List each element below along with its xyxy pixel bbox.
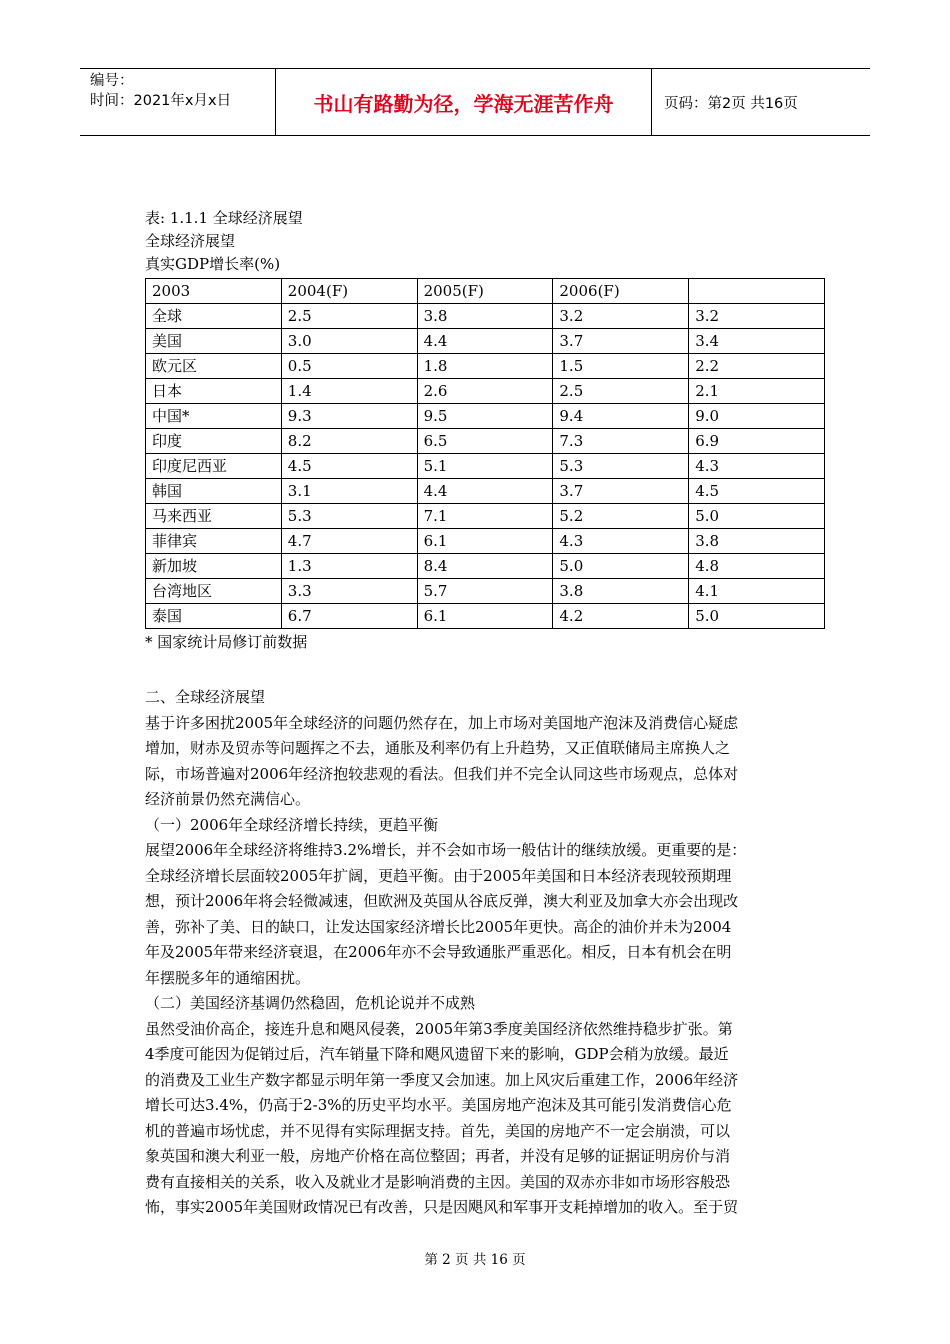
table-region-cell: 菲律宾 <box>146 529 282 554</box>
table-value-cell: 5.1 <box>417 454 553 479</box>
table-header-row <box>146 279 825 304</box>
table-value-cell: 3.8 <box>689 529 825 554</box>
table-region-cell: 印度 <box>146 429 282 454</box>
table-value-cell: 3.8 <box>417 304 553 329</box>
header-motto: 书山有路勤为径，学海无涯苦作舟 <box>276 69 652 135</box>
paragraph-line: 全球经济增长层面较2005年扩阔，更趋平衡。由于2005年美国和日本经济表现较预期理 <box>145 866 732 885</box>
header-page-number: 页码：第2页 共16页 <box>664 95 798 112</box>
page-footer: 第 2 页 共 16 页 <box>424 1252 526 1268</box>
table-value-cell: 7.1 <box>417 504 553 529</box>
subsection-heading-1: （一）2006年全球经济增长持续，更趋平衡 <box>145 815 439 834</box>
table-value-cell: 3.2 <box>689 304 825 329</box>
table-value-cell: 4.5 <box>689 479 825 504</box>
section-spacer <box>145 655 825 685</box>
table-value-cell: 2.5 <box>281 304 417 329</box>
table-footnote: * 国家统计局修订前数据 <box>145 633 308 651</box>
paragraph-global-growth <box>145 838 825 991</box>
section-heading: 二、全球经济展望 <box>145 688 266 706</box>
table-value-cell: 6.1 <box>417 604 553 629</box>
table-value-cell: 8.4 <box>417 554 553 579</box>
table-value-cell: 2.6 <box>417 379 553 404</box>
paragraph-line: 善，弥补了美、日的缺口，让发达国家经济增长比2005年更快。高企的油价并未为2004 <box>145 917 732 936</box>
paragraph-line: 增长可达3.4%，仍高于2-3%的历史平均水平。美国房地产泡沫及其可能引发消费信心危 <box>145 1096 732 1114</box>
table-row <box>146 579 825 604</box>
table-value-cell: 6.9 <box>689 429 825 454</box>
table-value-cell: 1.8 <box>417 354 553 379</box>
table-region-cell: 新加坡 <box>146 554 282 579</box>
table-value-cell: 9.0 <box>689 404 825 429</box>
table-value-cell: 3.8 <box>553 579 689 604</box>
table-header-cell <box>689 279 825 304</box>
table-value-cell: 6.7 <box>281 604 417 629</box>
paragraph-line: 虽然受油价高企，接连升息和飓风侵袭，2005年第3季度美国经济依然维持稳步扩张。第 <box>145 1019 733 1038</box>
table-value-cell: 2.1 <box>689 379 825 404</box>
table-region-cell: 韩国 <box>146 479 282 504</box>
gdp-growth-table <box>145 278 825 629</box>
table-unit-label: 真实GDP增长率(%) <box>145 255 281 273</box>
table-region-cell: 全球 <box>146 304 282 329</box>
table-value-cell: 5.3 <box>281 504 417 529</box>
table-value-cell: 7.3 <box>553 429 689 454</box>
table-value-cell: 4.1 <box>689 579 825 604</box>
table-value-cell: 3.7 <box>553 479 689 504</box>
table-region-cell: 泰国 <box>146 604 282 629</box>
table-row <box>146 379 825 404</box>
table-value-cell: 3.3 <box>281 579 417 604</box>
table-row <box>146 529 825 554</box>
table-value-cell: 1.4 <box>281 379 417 404</box>
table-row <box>146 329 825 354</box>
table-row <box>146 604 825 629</box>
table-value-cell: 8.2 <box>281 429 417 454</box>
table-header-cell: 2005(F) <box>417 279 553 304</box>
table-value-cell: 3.2 <box>553 304 689 329</box>
table-region-cell: 日本 <box>146 379 282 404</box>
page-header <box>80 68 870 136</box>
table-row <box>146 404 825 429</box>
table-value-cell: 3.0 <box>281 329 417 354</box>
table-value-cell: 4.4 <box>417 479 553 504</box>
table-row <box>146 454 825 479</box>
table-value-cell: 5.0 <box>553 554 689 579</box>
table-row <box>146 429 825 454</box>
paragraph-line: 怖，事实2005年美国财政情况已有改善，只是因飓风和军事开支耗掉增加的收入。至于贸 <box>145 1198 739 1216</box>
table-region-cell: 中国* <box>146 404 282 429</box>
table-region-cell: 印度尼西亚 <box>146 454 282 479</box>
paragraph-us-economy <box>145 1017 825 1221</box>
table-value-cell: 4.4 <box>417 329 553 354</box>
table-value-cell: 4.5 <box>281 454 417 479</box>
table-row <box>146 504 825 529</box>
paragraph-line: 机的普遍市场忧虑，并不见得有实际理据支持。首先，美国的房地产不一定会崩溃，可以 <box>145 1121 731 1140</box>
table-region-cell: 台湾地区 <box>146 579 282 604</box>
table-value-cell: 6.1 <box>417 529 553 554</box>
document-time-label: 时间：2021年x月x日 <box>90 93 232 109</box>
table-value-cell: 9.4 <box>553 404 689 429</box>
table-region-cell: 欧元区 <box>146 354 282 379</box>
subsection-heading-2: （二）美国经济基调仍然稳固，危机论说并不成熟 <box>145 994 476 1012</box>
table-value-cell: 4.3 <box>553 529 689 554</box>
table-region-cell: 美国 <box>146 329 282 354</box>
table-row <box>146 354 825 379</box>
paragraph-line: 想，预计2006年将会轻微减速，但欧洲及英国从谷底反弹，澳大利亚及加拿大亦会出现改 <box>145 892 739 910</box>
table-value-cell: 5.2 <box>553 504 689 529</box>
table-value-cell: 9.5 <box>417 404 553 429</box>
table-value-cell: 6.5 <box>417 429 553 454</box>
table-row <box>146 554 825 579</box>
table-value-cell: 4.7 <box>281 529 417 554</box>
paragraph-line: 年摆脱多年的通缩困扰。 <box>145 968 311 987</box>
table-value-cell: 4.8 <box>689 554 825 579</box>
table-header-cell: 2003 <box>146 279 282 304</box>
table-caption: 表: 1.1.1 全球经济展望 <box>145 209 303 227</box>
table-row <box>146 479 825 504</box>
table-header-cell: 2004(F) <box>281 279 417 304</box>
header-meta <box>80 69 276 135</box>
paragraph-line: 4季度可能因为促销过后，汽车销量下降和飓风遗留下来的影响，GDP会稍为放缓。最近 <box>145 1045 729 1063</box>
paragraph-line: 费有直接相关的关系，收入及就业才是影响消费的主因。美国的双赤亦非如市场形容般恐 <box>145 1172 731 1191</box>
table-value-cell: 5.7 <box>417 579 553 604</box>
paragraph-line: 展望2006年全球经济将维持3.2%增长，并不会如市场一般估计的继续放缓。更重要的是： <box>145 841 747 859</box>
paragraph-line: 的消费及工业生产数字都显示明年第一季度又会加速。加上风灾后重建工作，2006年经济 <box>145 1070 739 1089</box>
paragraph-line: 际，市场普遍对2006年经济抱较悲观的看法。但我们并不完全认同这些市场观点，总体对 <box>145 764 739 783</box>
paragraph-line: 基于许多困扰2005年全球经济的问题仍然存在，加上市场对美国地产泡沫及消费信心疑虑 <box>145 713 739 732</box>
table-value-cell: 5.0 <box>689 604 825 629</box>
table-value-cell: 5.3 <box>553 454 689 479</box>
table-value-cell: 4.2 <box>553 604 689 629</box>
table-header-cell: 2006(F) <box>553 279 689 304</box>
paragraph-line: 经济前景仍然充满信心。 <box>145 790 311 808</box>
table-value-cell: 4.3 <box>689 454 825 479</box>
paragraph-line: 年及2005年带来经济衰退，在2006年亦不会导致通胀严重恶化。相反，日本有机会在明 <box>145 943 732 961</box>
table-subtitle: 全球经济展望 <box>145 232 236 250</box>
table-value-cell: 2.5 <box>553 379 689 404</box>
table-value-cell: 1.3 <box>281 554 417 579</box>
table-value-cell: 3.7 <box>553 329 689 354</box>
table-value-cell: 1.5 <box>553 354 689 379</box>
table-value-cell: 3.1 <box>281 479 417 504</box>
table-value-cell: 2.2 <box>689 354 825 379</box>
table-row <box>146 304 825 329</box>
paragraph-outlook-intro <box>145 711 825 813</box>
paragraph-line: 增加，财赤及贸赤等问题挥之不去，通胀及利率仍有上升趋势，又正值联储局主席换人之 <box>145 739 731 757</box>
table-value-cell: 9.3 <box>281 404 417 429</box>
paragraph-line: 象英国和澳大利亚一般，房地产价格在高位整固；再者，并没有足够的证据证明房价与消 <box>145 1147 731 1165</box>
table-value-cell: 0.5 <box>281 354 417 379</box>
document-number-label: 编号： <box>90 73 134 89</box>
table-value-cell: 5.0 <box>689 504 825 529</box>
page-content <box>145 207 825 1221</box>
table-value-cell: 3.4 <box>689 329 825 354</box>
table-region-cell: 马来西亚 <box>146 504 282 529</box>
